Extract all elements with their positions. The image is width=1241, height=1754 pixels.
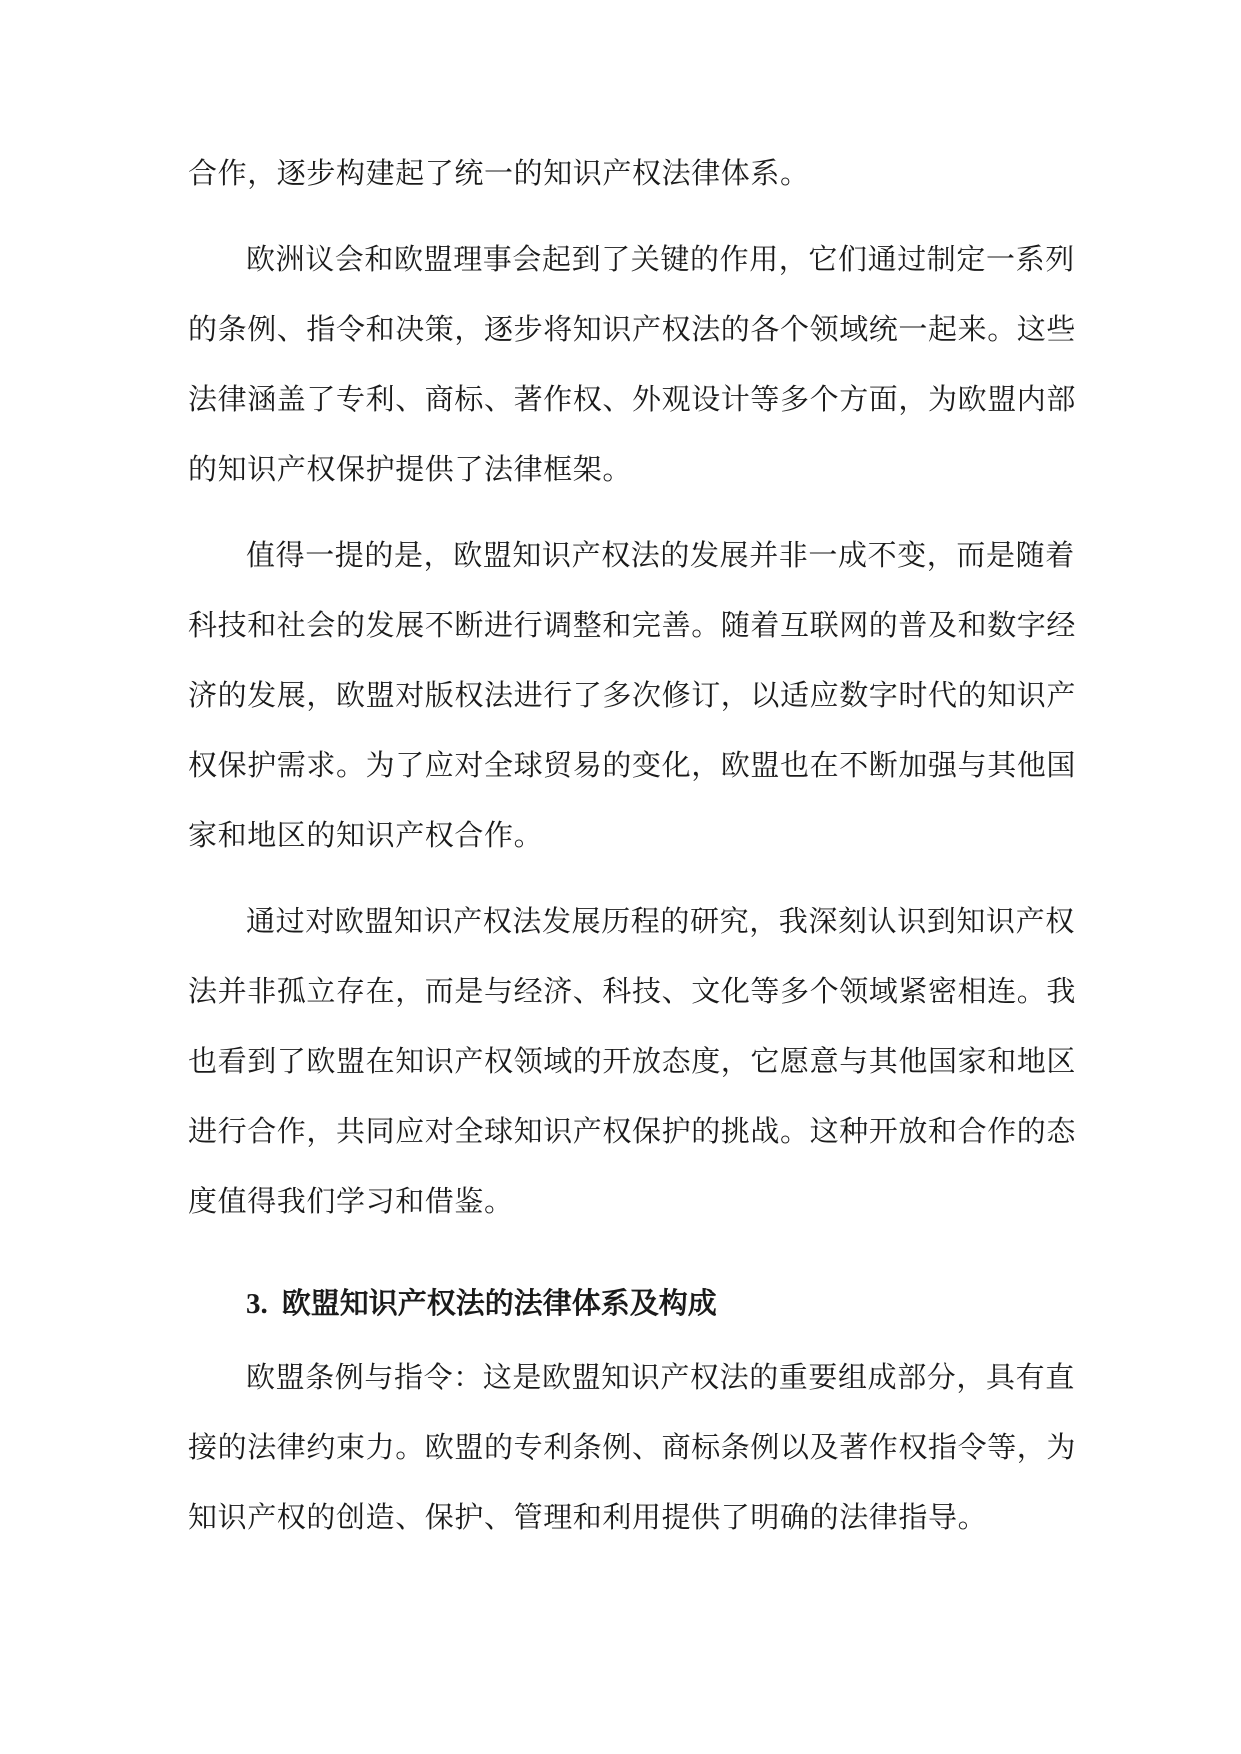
section-heading: [188, 1268, 1054, 1338]
text-line: 进行合作，共同应对全球知识产权保护的挑战。这种开放和合作的态: [188, 1114, 1077, 1148]
text-line: 知识产权的创造、保护、管理和利用提供了明确的法律指导。: [188, 1500, 988, 1534]
section-number: 3.: [246, 1288, 268, 1320]
paragraph: [188, 1342, 1077, 1552]
paragraph: [188, 224, 1077, 504]
text-line: 法并非孤立存在，而是与经济、科技、文化等多个领域紧密相连。我: [188, 974, 1077, 1008]
paragraph-gap: [188, 504, 1054, 520]
text-line: 合作，逐步构建起了统一的知识产权法律体系。: [188, 156, 810, 190]
paragraph: [188, 886, 1077, 1236]
text-line: 法律涵盖了专利、商标、著作权、外观设计等多个方面，为欧盟内部: [188, 382, 1077, 416]
text-line: 的条例、指令和决策，逐步将知识产权法的各个领域统一起来。这些: [188, 312, 1077, 346]
text-line: 的知识产权保护提供了法律框架。: [188, 452, 633, 486]
text-line: 度值得我们学习和借鉴。: [188, 1184, 514, 1218]
paragraph-gap: [188, 870, 1054, 886]
paragraph-continuation: [188, 138, 1054, 208]
text-line: 欧盟条例与指令：这是欧盟知识产权法的重要组成部分，具有直: [246, 1360, 1075, 1394]
text-line: 也看到了欧盟在知识产权领域的开放态度，它愿意与其他国家和地区: [188, 1044, 1077, 1078]
text-line: 通过对欧盟知识产权法发展历程的研究，我深刻认识到知识产权: [246, 904, 1075, 938]
document-page: [188, 138, 1077, 1552]
text-line: 权保护需求。为了应对全球贸易的变化，欧盟也在不断加强与其他国: [188, 748, 1077, 782]
text-line: 接的法律约束力。欧盟的专利条例、商标条例以及著作权指令等，为: [188, 1430, 1077, 1464]
text-line: 济的发展，欧盟对版权法进行了多次修订，以适应数字时代的知识产: [188, 678, 1077, 712]
text-line: 值得一提的是，欧盟知识产权法的发展并非一成不变，而是随着: [246, 538, 1075, 572]
paragraph-gap: [188, 208, 1054, 224]
section-title: 欧盟知识产权法的法律体系及构成: [281, 1286, 717, 1320]
text-line: 家和地区的知识产权合作。: [188, 818, 544, 852]
text-line: 欧洲议会和欧盟理事会起到了关键的作用，它们通过制定一系列: [246, 242, 1075, 276]
text-line: 科技和社会的发展不断进行调整和完善。随着互联网的普及和数字经: [188, 608, 1077, 642]
paragraph: [188, 520, 1077, 870]
